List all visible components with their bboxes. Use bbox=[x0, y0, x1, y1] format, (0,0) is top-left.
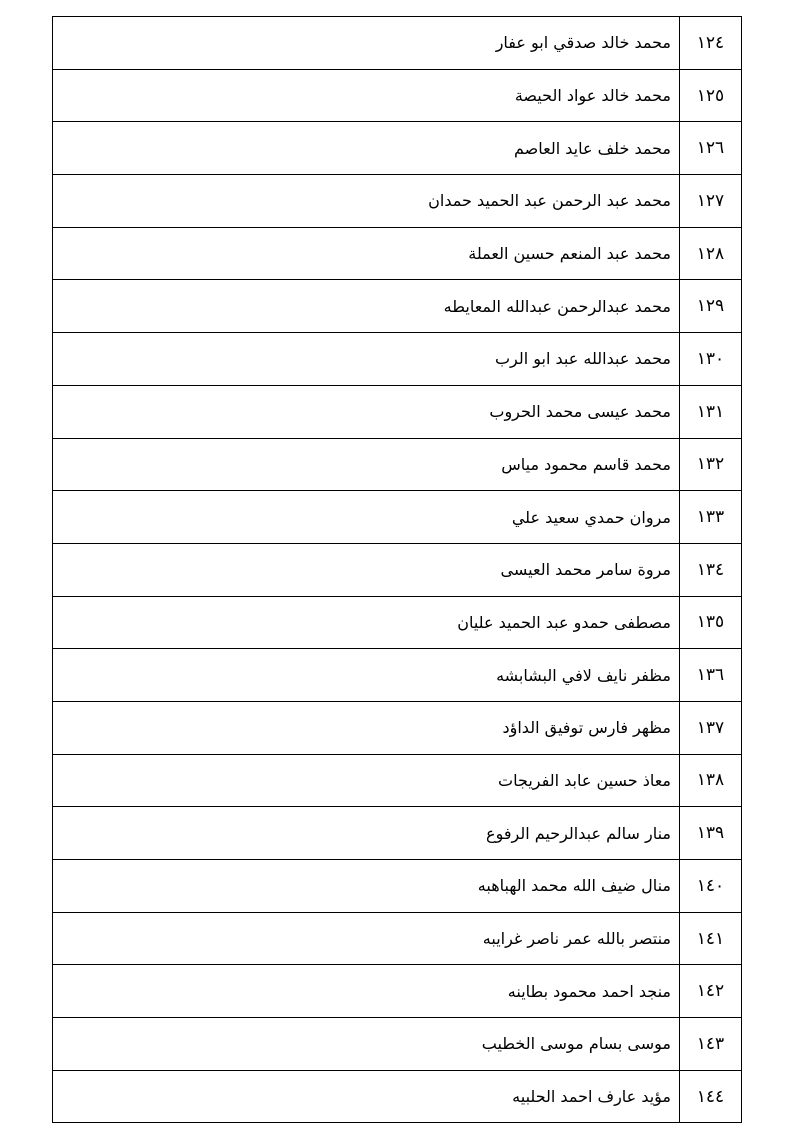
row-number: ١٣٣ bbox=[680, 491, 742, 544]
table-row bbox=[53, 227, 742, 280]
row-number: ١٢٤ bbox=[680, 17, 742, 70]
row-name: محمد عبد الرحمن عبد الحميد حمدان bbox=[53, 175, 680, 228]
row-name: منتصر بالله عمر ناصر غرايبه bbox=[53, 912, 680, 965]
row-number: ١٢٨ bbox=[680, 227, 742, 280]
table-row bbox=[53, 701, 742, 754]
row-number: ١٣٩ bbox=[680, 807, 742, 860]
row-number: ١٢٦ bbox=[680, 122, 742, 175]
table-row bbox=[53, 754, 742, 807]
row-name: مروة سامر محمد العيسى bbox=[53, 543, 680, 596]
table-row bbox=[53, 491, 742, 544]
row-number: ١٣٢ bbox=[680, 438, 742, 491]
row-number: ١٣٠ bbox=[680, 333, 742, 386]
row-name: معاذ حسين عابد الفريجات bbox=[53, 754, 680, 807]
row-name: منال ضيف الله محمد الهباهبه bbox=[53, 860, 680, 913]
table-row bbox=[53, 1070, 742, 1123]
row-name: موسى بسام موسى الخطيب bbox=[53, 1018, 680, 1071]
table-row bbox=[53, 807, 742, 860]
table-row bbox=[53, 912, 742, 965]
table-row bbox=[53, 122, 742, 175]
row-number: ١٤٤ bbox=[680, 1070, 742, 1123]
table-row bbox=[53, 860, 742, 913]
row-number: ١٣٦ bbox=[680, 649, 742, 702]
row-number: ١٣١ bbox=[680, 385, 742, 438]
row-number: ١٤٢ bbox=[680, 965, 742, 1018]
table-row bbox=[53, 649, 742, 702]
row-name: محمد قاسم محمود مياس bbox=[53, 438, 680, 491]
table-row bbox=[53, 385, 742, 438]
row-name: مظهر فارس توفيق الداؤد bbox=[53, 701, 680, 754]
row-name: مؤيد عارف احمد الحلبيه bbox=[53, 1070, 680, 1123]
row-name: منجد احمد محمود بطاينه bbox=[53, 965, 680, 1018]
table-row bbox=[53, 1018, 742, 1071]
row-name: محمد خلف عايد العاصم bbox=[53, 122, 680, 175]
table-row bbox=[53, 333, 742, 386]
row-name: محمد عيسى محمد الحروب bbox=[53, 385, 680, 438]
row-name: مظفر نايف لافي البشابشه bbox=[53, 649, 680, 702]
table-row bbox=[53, 69, 742, 122]
row-number: ١٣٥ bbox=[680, 596, 742, 649]
row-number: ١٣٧ bbox=[680, 701, 742, 754]
row-number: ١٤٣ bbox=[680, 1018, 742, 1071]
row-number: ١٣٤ bbox=[680, 543, 742, 596]
row-name: محمد عبدالرحمن عبدالله المعايطه bbox=[53, 280, 680, 333]
row-number: ١٢٥ bbox=[680, 69, 742, 122]
table-row bbox=[53, 438, 742, 491]
row-name: محمد عبد المنعم حسين العملة bbox=[53, 227, 680, 280]
row-name: محمد خالد صدقي ابو عفار bbox=[53, 17, 680, 70]
names-table bbox=[52, 16, 742, 1123]
table-row bbox=[53, 543, 742, 596]
row-number: ١٣٨ bbox=[680, 754, 742, 807]
row-name: محمد خالد عواد الحيصة bbox=[53, 69, 680, 122]
row-name: محمد عبدالله عبد ابو الرب bbox=[53, 333, 680, 386]
table-row bbox=[53, 175, 742, 228]
row-number: ١٢٧ bbox=[680, 175, 742, 228]
table-row bbox=[53, 965, 742, 1018]
row-number: ١٤٠ bbox=[680, 860, 742, 913]
row-name: مصطفى حمدو عبد الحميد عليان bbox=[53, 596, 680, 649]
row-name: مروان حمدي سعيد علي bbox=[53, 491, 680, 544]
table-row bbox=[53, 596, 742, 649]
row-name: منار سالم عبدالرحيم الرفوع bbox=[53, 807, 680, 860]
table-row bbox=[53, 280, 742, 333]
names-table-body bbox=[53, 17, 742, 1123]
row-number: ١٢٩ bbox=[680, 280, 742, 333]
table-row bbox=[53, 17, 742, 70]
row-number: ١٤١ bbox=[680, 912, 742, 965]
